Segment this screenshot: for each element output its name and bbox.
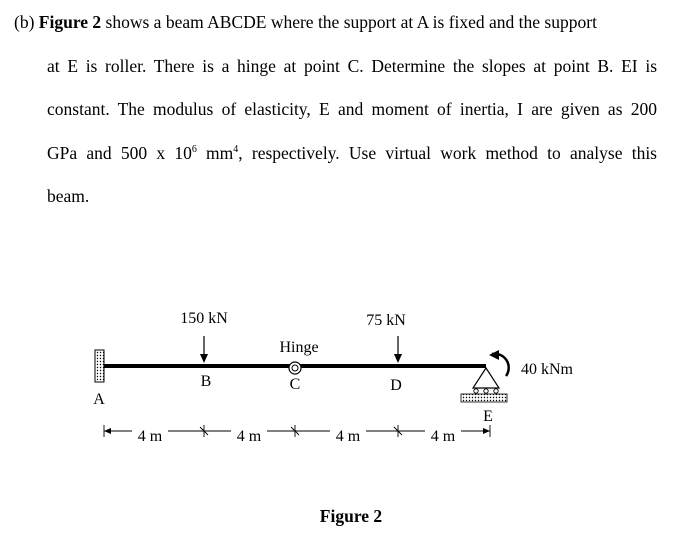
roller-support-e [461, 368, 507, 402]
point-label-c: C [289, 376, 301, 393]
span-label-ab: 4 m [137, 428, 163, 445]
line-4-part-a: GPa and 500 x 10 [47, 143, 192, 163]
span-label-cd: 4 m [335, 428, 361, 445]
load-label-b: 150 kN [180, 310, 228, 327]
part-label: (b) [14, 12, 35, 32]
exponent-6: 6 [191, 144, 197, 155]
moment-label: 40 kNm [521, 361, 573, 378]
load-label-d: 75 kN [366, 312, 406, 329]
point-label-b: B [200, 373, 212, 390]
load-arrow-b [200, 336, 208, 363]
hinge-symbol [289, 362, 301, 374]
fixed-support-a [95, 350, 104, 382]
line-4-part-c: , respectively. Use virtual work method to analyse this [238, 143, 657, 163]
span-label-de: 4 m [430, 428, 456, 445]
point-label-a: A [93, 391, 105, 408]
point-label-e: E [483, 408, 493, 425]
question-line-5: beam. [47, 186, 90, 206]
question-line-2: at E is roller. There is a hinge at point C. Determine the slopes at point B. EI is [47, 56, 657, 76]
exponent-4: 4 [233, 144, 239, 155]
figure-reference: Figure 2 [38, 12, 102, 32]
question-line-3: constant. The modulus of elasticity, E and moment of inertia, I are given as 200 [47, 99, 657, 119]
hinge-label: Hinge [279, 339, 319, 356]
span-label-bc: 4 m [236, 428, 262, 445]
point-label-d: D [390, 377, 402, 394]
figure-caption: Figure 2 [319, 506, 383, 526]
question-line-1-text: shows a beam ABCDE where the support at A is fixed and the support [105, 12, 597, 32]
line-4-part-b: mm [196, 143, 234, 163]
load-arrow-d [394, 336, 402, 363]
moment-arrow [489, 350, 509, 376]
